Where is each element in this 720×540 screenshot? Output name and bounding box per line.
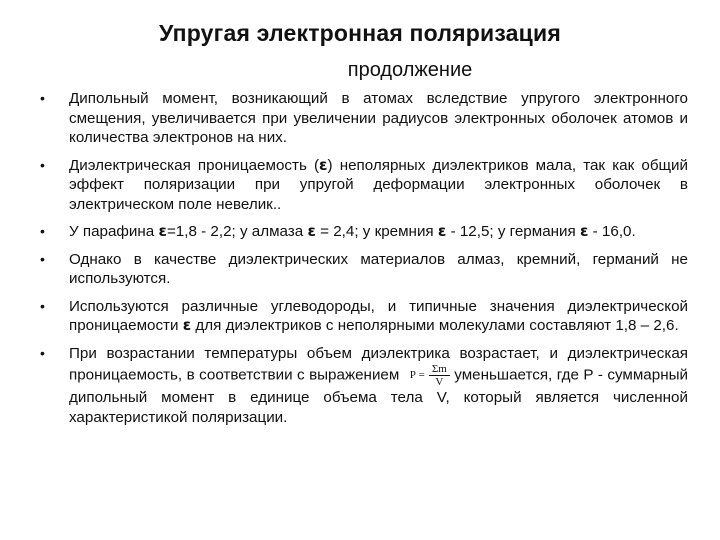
item-text: для диэлектриков с неполярными молекулами составляют 1,8 – 2,6. [191, 317, 679, 334]
bullet-icon: • [40, 297, 45, 314]
item-text: - 12,5; у германия [446, 223, 580, 240]
item-text: уменьшается, где Р - суммарный дипольный момент в единице объема тела V, который является численной характеристикой поляризации. [69, 366, 688, 426]
formula-lhs: P [409, 368, 416, 381]
item-text: ) неполярных диэлектриков мала, так как общий эффект поляризации при упругой деформации электронных оболочек в электрическом поле невелик.. [69, 156, 688, 213]
item-text: Дипольный момент, возникающий в атомах вследствие упругого электронного смещения, увеличивается при увеличении радиусов электронных оболочек атомов и количества электронов на них. [69, 90, 688, 146]
item-text: У парафина [69, 223, 159, 240]
list-item [40, 344, 688, 428]
item-text: Однако в качестве диэлектрических материалов алмаз, кремний, германий не используются. [69, 250, 688, 287]
list-item [40, 250, 688, 289]
epsilon-symbol: ε [579, 222, 589, 240]
bullet-list [40, 89, 688, 427]
list-item [40, 89, 688, 148]
bullet-icon: • [40, 156, 45, 173]
list-item [40, 297, 688, 336]
item-text: = 2,4; у кремния [315, 223, 438, 240]
slide-title: Упругая электронная поляризация [159, 20, 561, 46]
list-item [40, 222, 688, 242]
polarization-formula [410, 363, 450, 388]
epsilon-symbol: ε [182, 316, 192, 334]
formula-equals: = [418, 368, 425, 381]
bullet-icon: • [40, 344, 45, 361]
item-text: Используются различные углеводороды, и типичные значения диэлектрической проницаемости [69, 297, 688, 334]
list-item [40, 156, 688, 215]
item-text: Диэлектрическая проницаемость ( [69, 156, 320, 174]
bullet-icon: • [40, 250, 45, 267]
item-text: При возрастании температуры объем диэлектрика возрастает, и диэлектрическая проницаемость, в соответствии с выражением [69, 344, 688, 384]
epsilon-symbol: ε [158, 222, 167, 240]
item-text: - 16,0. [588, 223, 636, 240]
formula-denominator: V [435, 376, 444, 388]
formula-numerator: Σm [429, 363, 450, 376]
item-text: =1,8 - 2,2; у алмаза [166, 223, 308, 240]
formula-fraction [429, 363, 450, 388]
slide-subtitle: продолжение [347, 59, 473, 81]
bullet-icon: • [40, 223, 45, 239]
epsilon-symbol: ε [307, 222, 316, 240]
bullet-icon: • [40, 90, 45, 106]
epsilon-symbol: ε [319, 155, 328, 174]
epsilon-symbol: ε [437, 222, 447, 240]
